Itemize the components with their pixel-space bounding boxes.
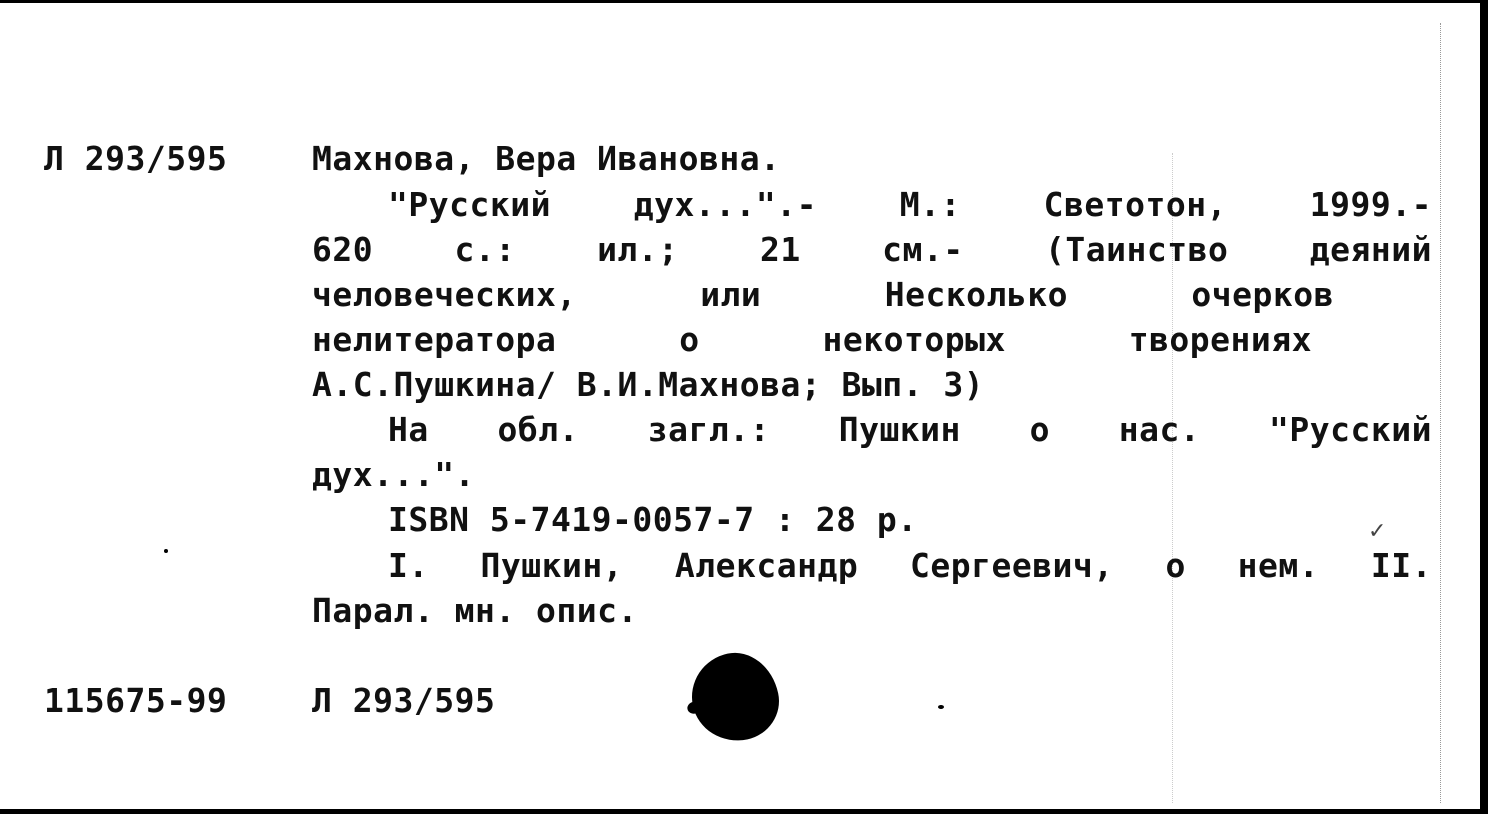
ink-speck [164, 549, 168, 553]
ink-speck [938, 705, 944, 709]
title-line [388, 185, 1432, 224]
note-word: нас. [1118, 410, 1201, 449]
tracing-word: о [1165, 546, 1186, 585]
scan-artifact-line [1440, 23, 1441, 803]
note-line: дух...". [312, 455, 475, 494]
author-heading: Махнова, Вера Ивановна. [312, 139, 781, 178]
note-word: о [1029, 410, 1051, 449]
tracing-word: Сергеевич, [909, 546, 1114, 585]
note-word: На [388, 410, 429, 449]
note-word: Пушкин [838, 410, 961, 449]
title-word: "Русский [388, 185, 551, 224]
series-word: очерков [1191, 275, 1334, 314]
tracing-word: II. [1370, 546, 1432, 585]
title-word: дух...".- [633, 185, 818, 224]
tracing-word: Пушкин, [480, 546, 624, 585]
tracing-word: нем. [1237, 546, 1320, 585]
description-word: ил.; [597, 230, 679, 269]
tracing-word: I. [388, 546, 429, 585]
tracing-line [388, 546, 1432, 585]
tracing-word: Александр [674, 546, 859, 585]
series-word: творениях [1128, 320, 1312, 359]
series-line [312, 275, 1334, 314]
physical-description-line [312, 230, 1432, 269]
series-word: Несколько [884, 275, 1069, 314]
title-word: 1999.- [1309, 185, 1432, 224]
series-word: или [700, 275, 762, 314]
description-word: 21 [759, 230, 801, 269]
description-word: с.: [454, 230, 516, 269]
bottom-call-number: Л 293/595 [312, 681, 496, 720]
series-line: А.С.Пушкина/ В.И.Махнова; Вып. 3) [312, 365, 985, 404]
series-word: о [679, 320, 700, 359]
note-line [388, 410, 1432, 449]
isbn-line: ISBN 5-7419-0057-7 : 28 р. [388, 500, 918, 539]
description-word: 620 [312, 230, 374, 269]
note-word: обл. [497, 410, 579, 449]
title-word: М.: [899, 185, 961, 224]
series-word: некоторых [822, 320, 1006, 359]
pencil-check-icon: ✓ [1368, 519, 1387, 544]
title-word: Светотон, [1043, 185, 1227, 224]
series-word: человеческих, [312, 275, 577, 314]
call-number: Л 293/595 [44, 139, 228, 178]
description-word: см.- [882, 230, 964, 269]
description-word: деяний [1309, 230, 1432, 269]
tracing-line: Парал. мн. опис. [312, 591, 638, 630]
series-line [312, 320, 1312, 359]
inventory-number: 115675-99 [44, 681, 228, 720]
note-word: загл.: [647, 410, 770, 449]
ink-blot-icon [684, 645, 786, 749]
note-word: "Русский [1269, 410, 1432, 449]
description-word: (Таинство [1045, 230, 1229, 269]
series-word: нелитератора [312, 320, 557, 359]
